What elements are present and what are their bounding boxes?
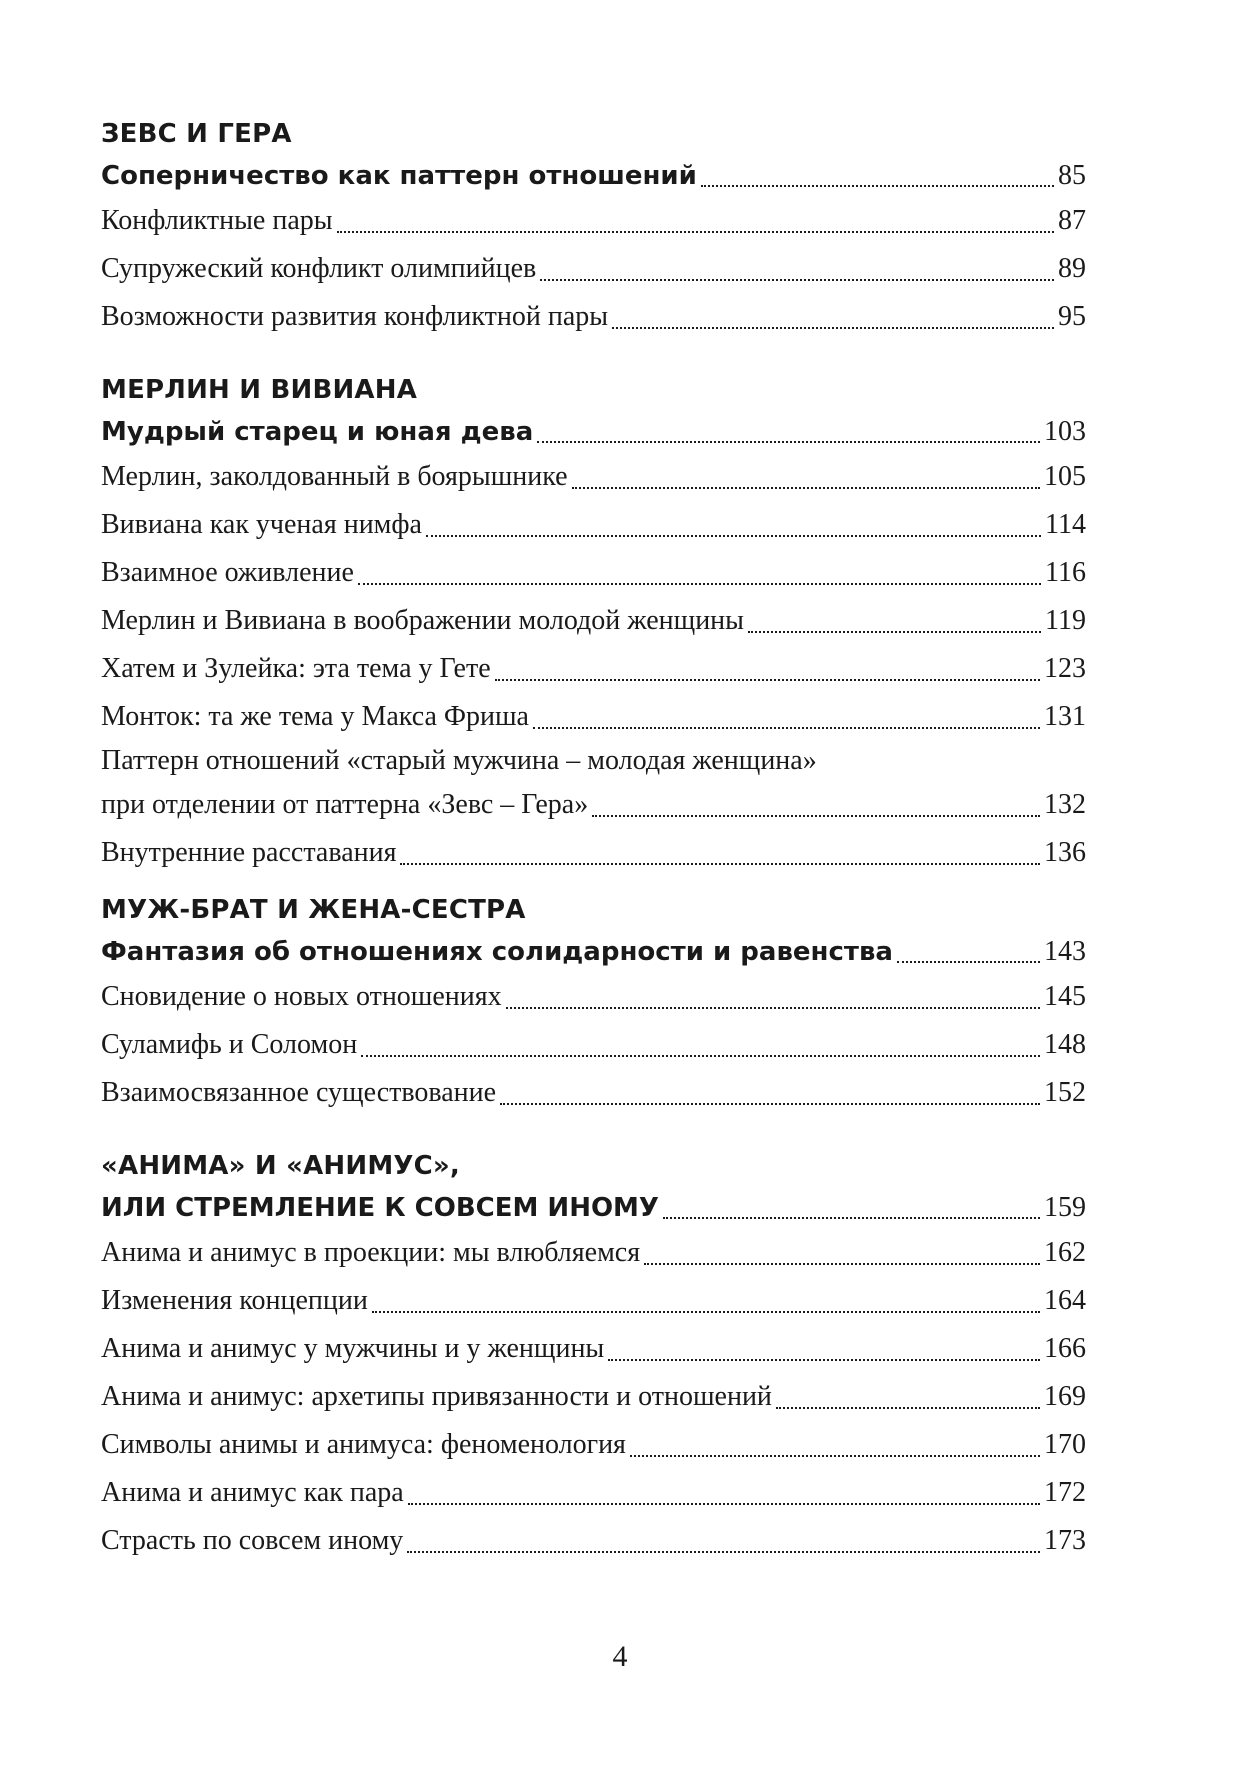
page-ref: 95 [1058,301,1086,332]
dot-leader [537,441,1040,443]
toc-entry[interactable] [101,197,1086,245]
entry-title: Мерлин и Вивиана в воображении молодой женщины [101,605,744,636]
dot-leader [500,1103,1040,1105]
section-subtitle-row[interactable] [101,411,1086,453]
toc-entry[interactable] [101,1421,1086,1469]
toc-entry[interactable] [101,1469,1086,1517]
toc-entry[interactable] [101,693,1086,741]
dot-leader [533,727,1040,729]
entry-title: Мерлин, заколдованный в боярышнике [101,461,568,492]
page-ref: 164 [1044,1285,1086,1316]
toc-entry[interactable] [101,645,1086,693]
toc-entry[interactable] [101,1069,1086,1117]
entry-title: Изменения концепции [101,1285,368,1316]
dot-leader [663,1217,1040,1219]
toc-entry[interactable] [101,501,1086,549]
page-ref: 132 [1044,789,1086,820]
toc-entry[interactable] [101,549,1086,597]
page-ref: 172 [1044,1477,1086,1508]
page-ref: 123 [1044,653,1086,684]
section-subtitle-row[interactable] [101,155,1086,197]
toc-entry[interactable] [101,597,1086,645]
dot-leader [361,1055,1040,1057]
page-ref: 114 [1045,509,1086,540]
toc-section [101,889,1086,1117]
entry-title: Хатем и Зулейка: эта тема у Гете [101,653,491,684]
entry-title: Сновидение о новых отношениях [101,981,502,1012]
dot-leader [506,1007,1040,1009]
entry-title: Страсть по совсем иному [101,1525,404,1556]
entry-title: Взаимосвязанное существование [101,1077,497,1108]
entry-title: Анима и анимус у мужчины и у женщины [101,1333,605,1364]
entry-title: Анима и анимус: архетипы привязанности и отношений [101,1381,772,1412]
page-ref: 103 [1044,416,1086,447]
page-ref: 116 [1045,557,1086,588]
dot-leader [776,1407,1040,1409]
dot-leader [572,487,1040,489]
toc-entry[interactable] [101,973,1086,1021]
entry-title-line1[interactable]: Паттерн отношений «старый мужчина – молодая женщина» [101,745,817,776]
page-ref: 166 [1044,1333,1086,1364]
toc-entry[interactable] [101,453,1086,501]
section-subtitle-row[interactable] [101,1187,1086,1229]
section-title: МЕРЛИН И ВИВИАНА [101,375,418,405]
entry-title: Конфликтные пары [101,205,333,236]
dot-leader [358,583,1041,585]
dot-leader [701,185,1054,187]
entry-title: Анима и анимус в проекции: мы влюбляемся [101,1237,641,1268]
section-subtitle: Соперничество как паттерн отношений [101,161,697,191]
toc-entry[interactable] [101,293,1086,341]
section-title: МУЖ-БРАТ И ЖЕНА-СЕСТРА [101,895,526,925]
dot-leader [408,1503,1040,1505]
toc-entry[interactable] [101,1229,1086,1277]
toc-entry[interactable] [101,829,1086,877]
dot-leader [540,279,1054,281]
dot-leader [592,815,1040,817]
section-subtitle: Фантазия об отношениях солидарности и равенства [101,937,893,967]
page-ref: 143 [1044,936,1086,967]
page-ref: 159 [1044,1192,1086,1223]
table-of-contents [101,113,1086,1565]
page-ref: 136 [1044,837,1086,868]
entry-title: Внутренние расставания [101,837,397,868]
page-ref: 87 [1058,205,1086,236]
page-ref: 162 [1044,1237,1086,1268]
entry-title: Возможности развития конфликтной пары [101,301,609,332]
toc-entry[interactable] [101,1325,1086,1373]
section-subtitle-row[interactable] [101,931,1086,973]
toc-section [101,1145,1086,1565]
dot-leader [897,961,1040,963]
entry-title: Символы анимы и анимуса: феноменология [101,1429,626,1460]
page-ref: 152 [1044,1077,1086,1108]
dot-leader [630,1455,1040,1457]
toc-entry[interactable] [101,1517,1086,1565]
dot-leader [407,1551,1040,1553]
page-ref: 105 [1044,461,1086,492]
page-ref: 89 [1058,253,1086,284]
dot-leader [372,1311,1040,1313]
page-ref: 148 [1044,1029,1086,1060]
dot-leader [644,1263,1040,1265]
toc-section [101,113,1086,341]
dot-leader [337,231,1054,233]
entry-title: Анима и анимус как пара [101,1477,404,1508]
dot-leader [495,679,1040,681]
page-ref: 170 [1044,1429,1086,1460]
dot-leader [612,327,1054,329]
section-title: ЗЕВС И ГЕРА [101,119,292,149]
section-title: «АНИМА» И «АНИМУС», [101,1151,461,1181]
section-subtitle: Мудрый старец и юная дева [101,417,534,447]
dot-leader [608,1359,1040,1361]
entry-title: при отделении от паттерна «Зевс – Гера» [101,789,589,820]
toc-entry[interactable] [101,781,1086,829]
dot-leader [748,631,1041,633]
page-ref: 85 [1058,160,1086,191]
page-number: 4 [612,1640,628,1673]
section-subtitle: ИЛИ СТРЕМЛЕНИЕ К СОВСЕМ ИНОМУ [101,1193,659,1223]
page-ref: 131 [1044,701,1086,732]
entry-title: Взаимное оживление [101,557,354,588]
entry-title: Супружеский конфликт олимпийцев [101,253,537,284]
entry-title: Суламифь и Соломон [101,1029,358,1060]
dot-leader [426,535,1041,537]
toc-entry[interactable] [101,1373,1086,1421]
toc-section [101,369,1086,877]
page-ref: 145 [1044,981,1086,1012]
page-ref: 169 [1044,1381,1086,1412]
entry-title: Вивиана как ученая нимфа [101,509,422,540]
dot-leader [400,863,1040,865]
toc-entry[interactable] [101,1021,1086,1069]
toc-entry[interactable] [101,245,1086,293]
entry-title: Монток: та же тема у Макса Фриша [101,701,529,732]
toc-entry[interactable] [101,1277,1086,1325]
page-ref: 119 [1045,605,1086,636]
page-ref: 173 [1044,1525,1086,1556]
